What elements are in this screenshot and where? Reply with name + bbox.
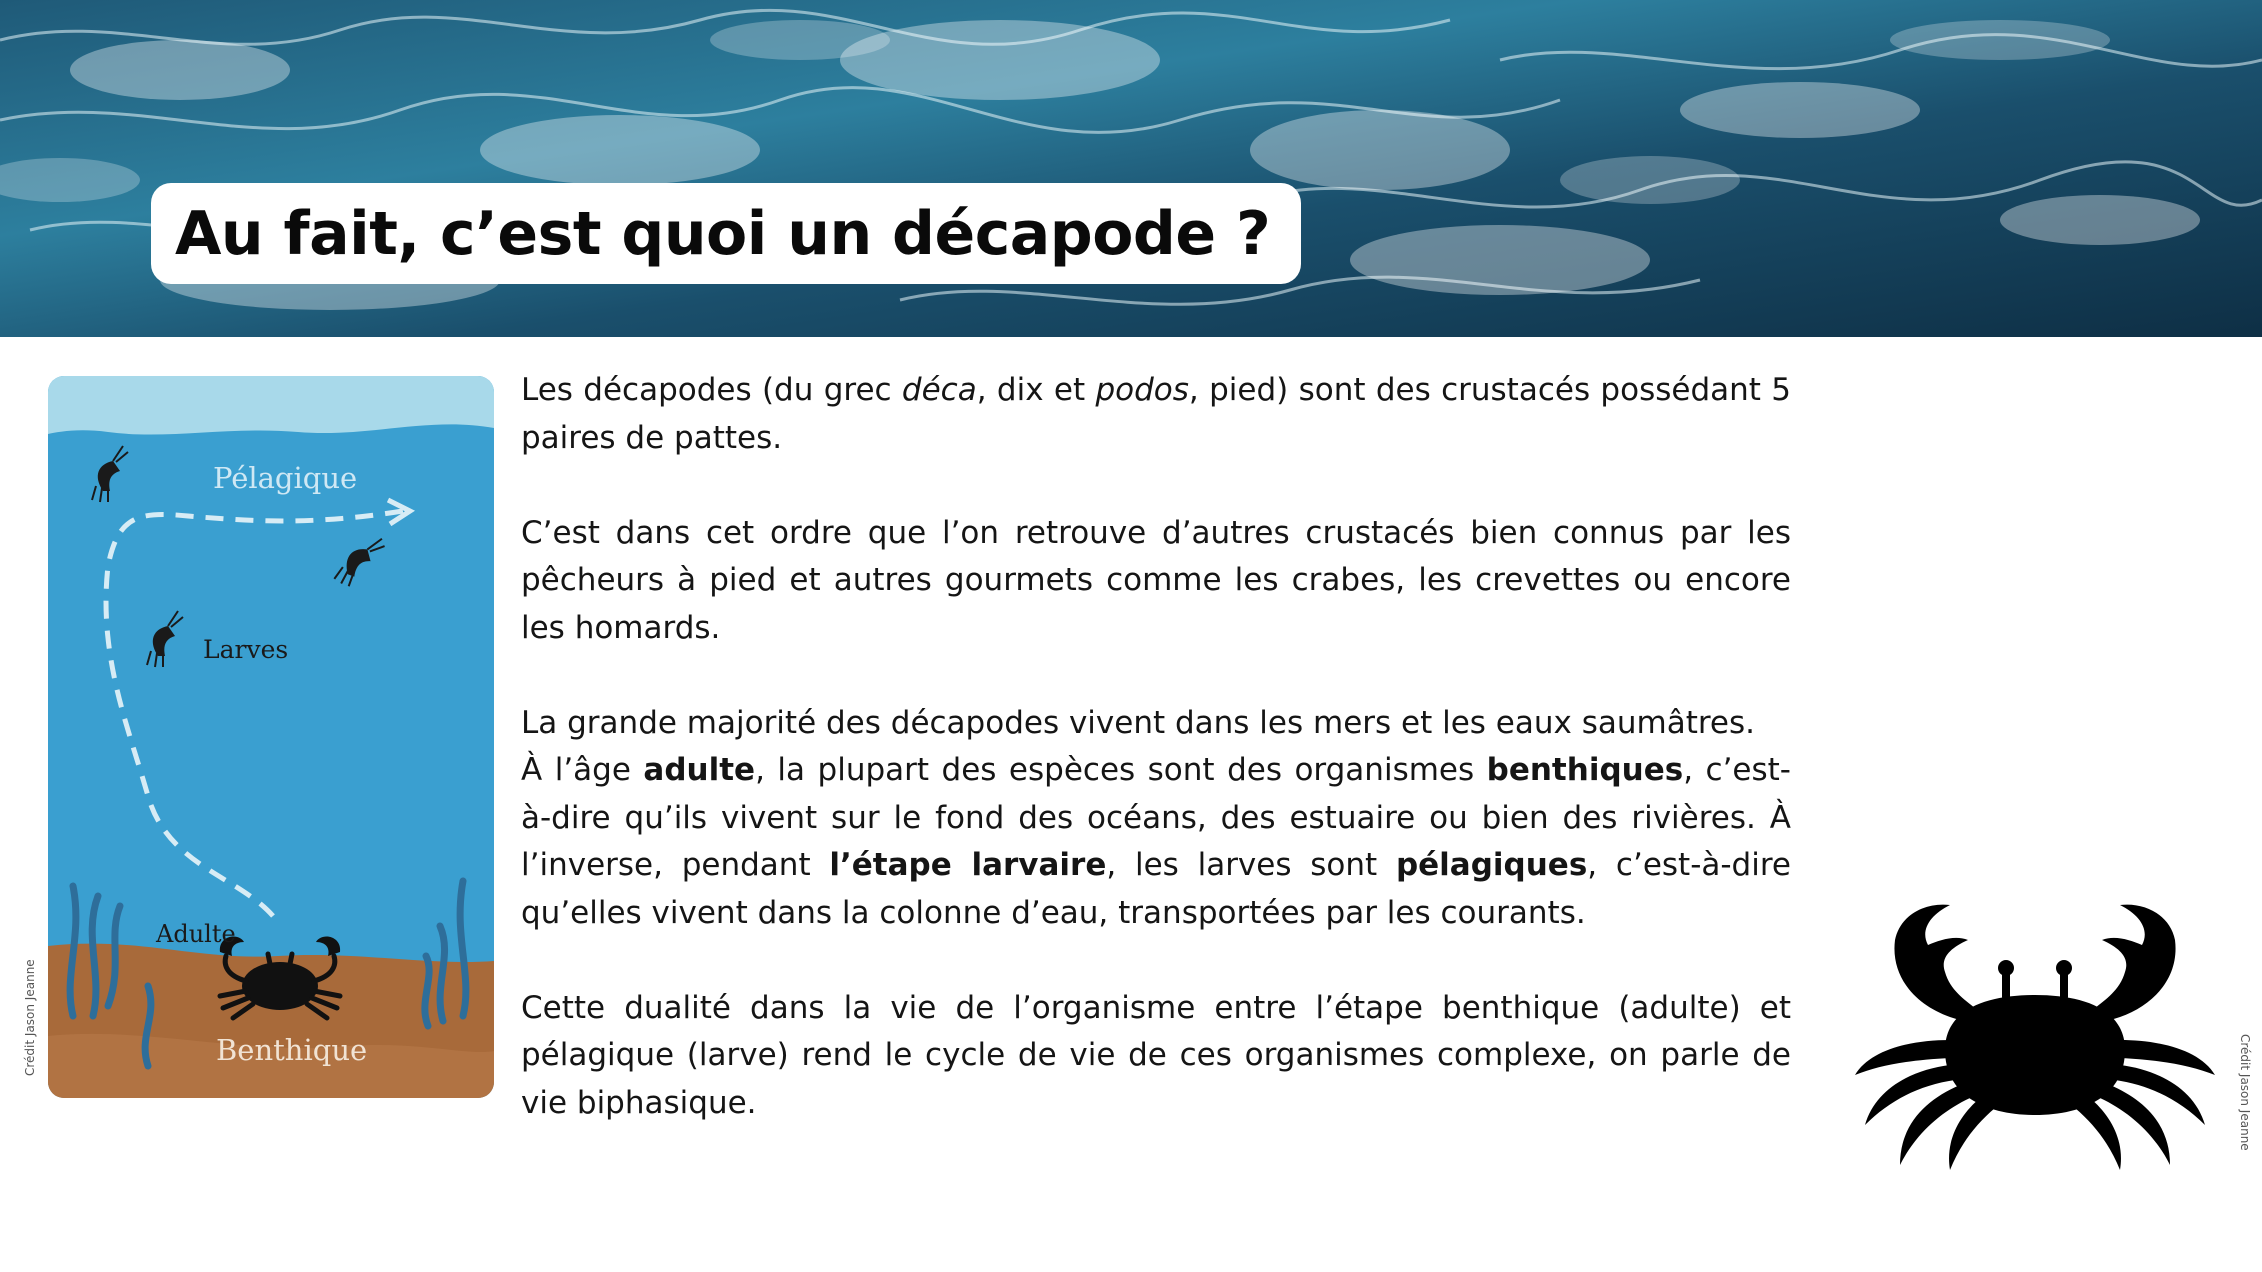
text-span: , dix et <box>976 372 1096 408</box>
photo-credit-left: Crédit Jason Jeanne <box>23 959 37 1076</box>
photo-credit-right: Crédit Jason Jeanne <box>2238 1034 2252 1151</box>
ocean-waves-image <box>0 0 2262 337</box>
label-pelagique: Pélagique <box>213 461 358 495</box>
text-span: , pied) sont des crustacés possédant 5 paires de pattes. <box>521 372 1791 456</box>
text-span: À l’âge <box>521 752 644 788</box>
label-larves: Larves <box>203 635 289 664</box>
paragraph-examples: C’est dans cet ordre que l’on retrouve d’autres crustacés bien connus par les pêcheurs à pied et autres gourmets comme les crabes, les crevettes ou encore les homards. <box>521 514 1791 646</box>
text-italic: déca <box>901 372 977 408</box>
text-bold: benthiques <box>1486 752 1684 788</box>
paragraph-life-stages <box>521 747 1791 937</box>
ocean-banner-image <box>0 0 2262 337</box>
life-cycle-diagram <box>48 376 494 1098</box>
paragraph-biphasic: Cette dualité dans la vie de l’organisme entre l’étape benthique (adulte) et pélagique (larve) rend le cycle de vie de ces organismes complexe, on parle de vie biphasique. <box>521 989 1791 1121</box>
paragraph-definition <box>521 367 1791 462</box>
text-span: Les décapodes (du grec <box>521 372 902 408</box>
text-bold: adulte <box>643 752 756 788</box>
paragraph-habitat: La grande majorité des décapodes vivent dans les mers et les eaux saumâtres. <box>521 704 1755 741</box>
body-text <box>521 367 1791 1127</box>
text-span: , c’est-à-dire qu’elles vivent dans la colonne d’eau, transportées par les courants. <box>521 847 1791 931</box>
crab-silhouette-icon <box>1850 900 2220 1175</box>
text-bold: pélagiques <box>1395 847 1588 883</box>
text-span: , c’est-à-dire qu’ils vivent sur le fond des océans, des estuaire ou bien des rivières. À l’inverse, pendant <box>521 752 1791 883</box>
life-cycle-illustration <box>48 376 494 1098</box>
title-pill <box>151 183 1301 284</box>
text-span: , la plupart des espèces sont des organismes <box>755 752 1487 788</box>
text-span: , les larves sont <box>1106 847 1396 883</box>
page-title: Au fait, c’est quoi un décapode ? <box>175 198 1271 269</box>
text-italic: podos <box>1095 372 1189 408</box>
label-benthique: Benthique <box>216 1033 368 1067</box>
text-bold: l’étape larvaire <box>829 847 1107 883</box>
label-adulte: Adulte <box>156 920 236 948</box>
